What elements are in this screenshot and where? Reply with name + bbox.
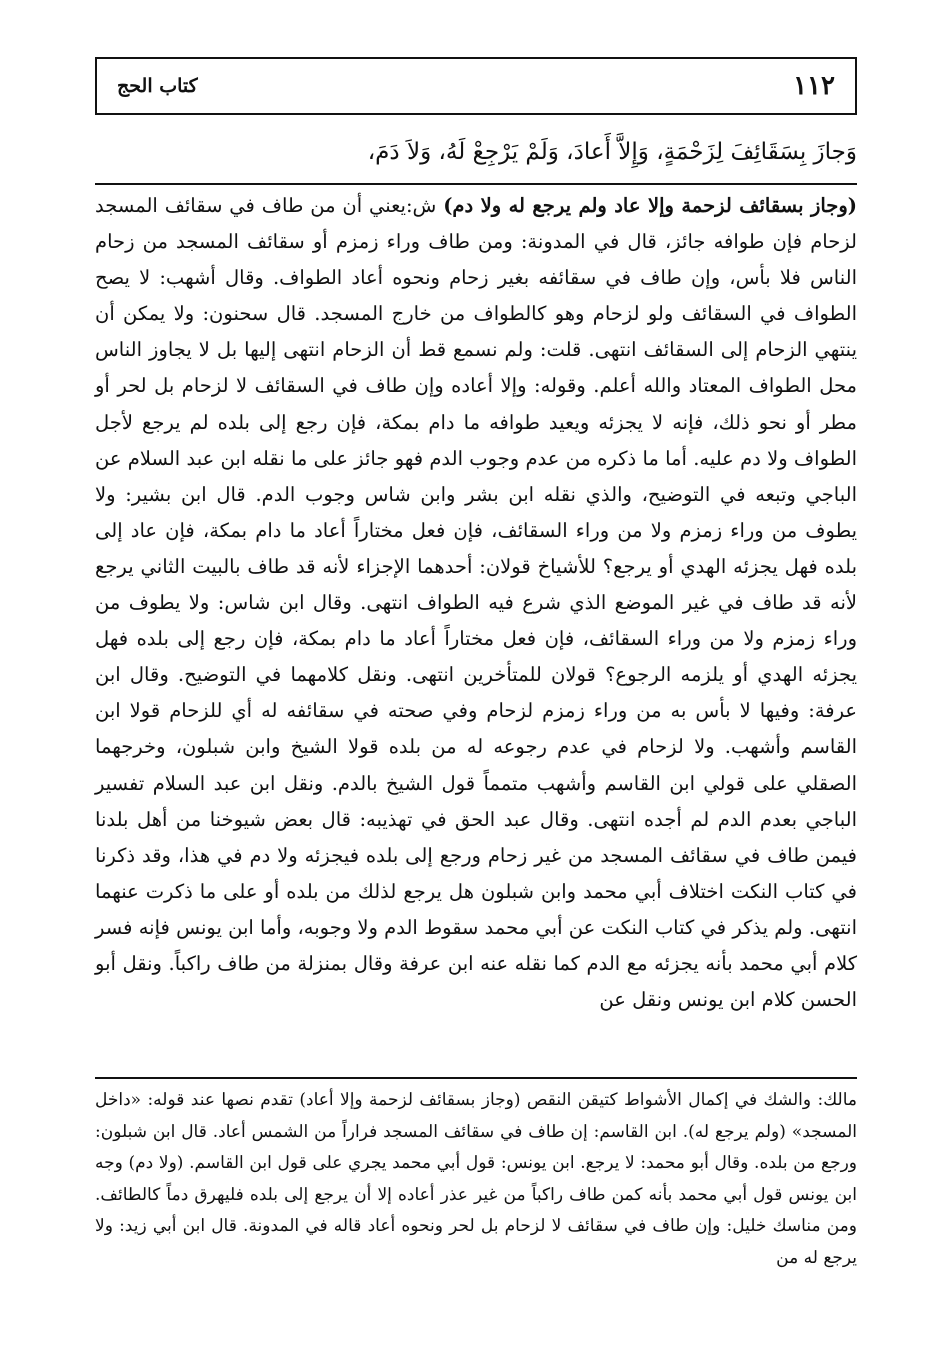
commentary-body: ش:يعني أن من طاف في سقائف المسجد لزحام فإن طوافه جائز، قال في المدونة: ومن طاف وراء زمزم أو سقائف المسجد من زحام الناس فلا بأس، وإن طاف في سقائفه بغير زحام ونحوه أعاد الطواف. وقال أشهب: لا يصح الطواف في السقائف ولو لزحام وهو كالطواف من خارج المسجد. قال سحنون: ولا يمكن أن ينتهي الزحام إلى السقائف انتهى. قلت: ولم نسمع قط أن الزحام انتهى إليها بل لا يجاوز الناس محل الطواف المعتاد والله أعلم. وقوله: وإلا أعاده وإن طاف في السقائف لا لزحام بل لحر أو مطر أو نحو ذلك، فإنه لا يجزئه ويعيد طوافه ما دام بمكة، فإن رجع إلى بلده لم يرجع لأجل الطواف ولا دم عليه. أما ما ذكره من عدم وجوب الدم فهو جائز على ما نقله ابن عبد السلام عن الباجي وتبعه في التوضيح، والذي نقله ابن بشر وابن شاس وجوب الدم. قال ابن بشير: ولا يطوف من وراء زمزم ولا من وراء السقائف، فإن فعل مختاراً أعاد ما دام بمكة، فإن عاد إلى بلده فهل يجزئه الهدي أو يرجع؟ للأشياخ قولان: أحدهما الإجزاء لأنه قد طاف بالبيت الثاني يرجع لأنه قد طاف في غير الموضع الذي شرع فيه الطواف انتهى. وقال ابن شاس: ولا يطوف من وراء زمزم ولا من وراء السقائف، فإن فعل مختاراً أعاد ما دام بمكة، فإن رجع إلى بلده فهل يجزئه الهدي أو يلزمه الرجوع؟ قولان للمتأخرين انتهى. ونقل كلامهما في التوضيح. وقال ابن عرفة: وفيها لا بأس به من وراء زمزم لزحام وفي صحته في سقائفه له أي للزحام قولا ابن القاسم وأشهب. ولا لزحام في عدم رجوعه له من بلده قولا الشيخ وابن شبلون، وخرجهما الصقلي على قولي ابن القاسم وأشهب متمماً قول الشيخ بالدم. ونقل ابن عبد السلام تفسير الباجي بعدم الدم لم أجده انتهى. وقال عبد الحق في تهذيبه: قال بعض شيوخنا من أهل بلدنا فيمن طاف في سقائف المسجد من غير زحام ورجع إلى بلده فيجزئه ولا دم في هذا، وقد ذكرنا في كتاب النكت اختلاف أبي محمد وابن شبلون هل يرجع لذلك من بلده أو على ما ذكرت عنهما انتهى. ولم يذكر في كتاب النكت عن أبي محمد سقوط الدم ولا وجوبه، وأما ابن يونس فإنه فسر كلام أبي محمد بأنه يجزئه مع الدم كما نقله عنه ابن عرفة وقال بمنزلة من طاف راكباً. ونقل أبو الحسن كلام ابن يونس ونقل عن [95,194,857,1012]
commentary-lead: (وجاز بسقائف لزحمة وإلا عاد ولم يرجع له ولا دم) [443,194,857,217]
divider-footnote [95,1077,857,1079]
commentary [95,188,857,1018]
matn-text: وَجازَ بِسَقَائِفَ لِزَحْمَةٍ، وَإِلاَّ أَعادَ، وَلَمْ يَرْجِعْ لَهُ، وَلاَ دَمَ، [367,139,857,165]
footnote-text: مالك: والشك في إكمال الأشواط كتيقن النقص (وجاز بسقائف لزحمة وإلا أعاد) تقدم نصها عند قوله: «داخل المسجد» (ولم يرجع له). ابن القاسم: إن طاف في سقائف المسجد فراراً من الشمس أعاد. قال ابن شبلون: ورجع من بلده. وقال أبو محمد: لا يرجع. ابن يونس: قول أبي محمد يجري على قول ابن القاسم. (ولا دم) وجه ابن يونس قول أبي محمد بأنه كمن طاف راكباً من غير عذر أعاده إلا أن يرجع إلى بلده فليهرق دماً كالطائف. ومن مناسك خليل: وإن طاف في سقائف لا لزحام بل لحر ونحوه أعاد قاله في المدونة. قال ابن أبي زيد: ولا يرجع له من [95,1090,857,1268]
footnote [95,1085,857,1274]
page-number: ١١٢ [793,71,835,101]
divider-top [95,183,857,185]
page-header [95,57,857,115]
book-title: كتاب الحج [117,75,198,97]
